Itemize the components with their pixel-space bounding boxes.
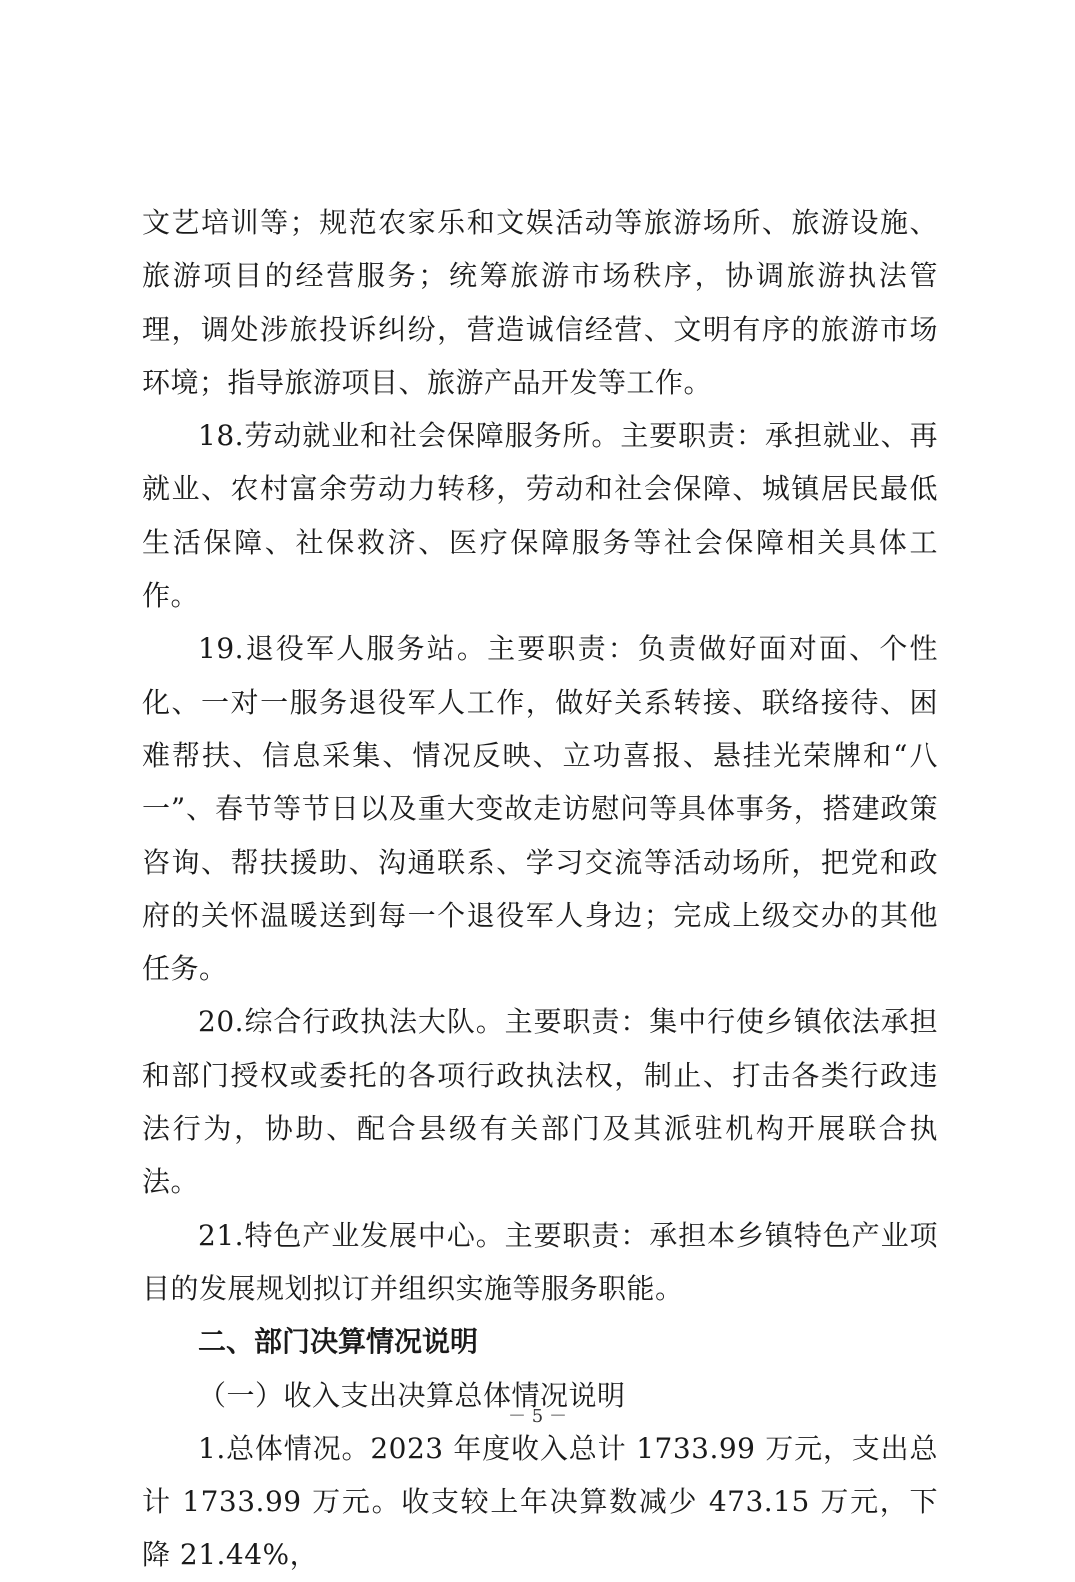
paragraph-labor-service: 18.劳动就业和社会保障服务所。主要职责：承担就业、再就业、农村富余劳动力转移，劳动和社会保障、城镇居民最低生活保障、社保救济、医疗保障服务等社会保障相关具体工作。 <box>142 419 938 613</box>
paragraph-industry-center: 21.特色产业发展中心。主要职责：承担本乡镇特色产业项目的发展规划拟订并组织实施等服务职能。 <box>142 1218 938 1305</box>
paragraph-law-enforcement: 20.综合行政执法大队。主要职责：集中行使乡镇依法承担和部门授权或委托的各项行政执法权，制止、打击各类行政违法行为，协助、配合县级有关部门及其派驻机构开展联合执法。 <box>142 1005 938 1199</box>
document-body <box>142 196 938 1582</box>
paragraph-veterans-service: 19.退役军人服务站。主要职责：负责做好面对面、个性化、一对一服务退役军人工作，做好关系转接、联络接待、困难帮扶、信息采集、情况反映、立功喜报、悬挂光荣牌和“八一”、春节等节日以及重大变故走访慰问等具体事务，搭建政策咨询、帮扶援助、沟通联系、学习交流等活动场所，把党和政府的关怀温暖送到每一个退役军人身边；完成上级交办的其他任务。 <box>142 632 938 986</box>
paragraph-tourism-continued: 文艺培训等；规范农家乐和文娱活动等旅游场所、旅游设施、旅游项目的经营服务；统筹旅游市场秩序，协调旅游执法管理，调处涉旅投诉纠纷，营造诚信经营、文明有序的旅游市场环境；指导旅游项目、旅游产品开发等工作。 <box>142 206 938 399</box>
subsection-heading: （一）收入支出决算总体情况说明 <box>198 1378 626 1412</box>
paragraph-overall-situation: 1.总体情况。2023 年度收入总计 1733.99 万元，支出总计 1733.99 万元。收支较上年决算数减少 473.15 万元，下降 21.44%， <box>142 1431 938 1572</box>
section-heading: 二、部门决算情况说明 <box>198 1325 479 1359</box>
page-number: － 5 － <box>508 1406 567 1427</box>
